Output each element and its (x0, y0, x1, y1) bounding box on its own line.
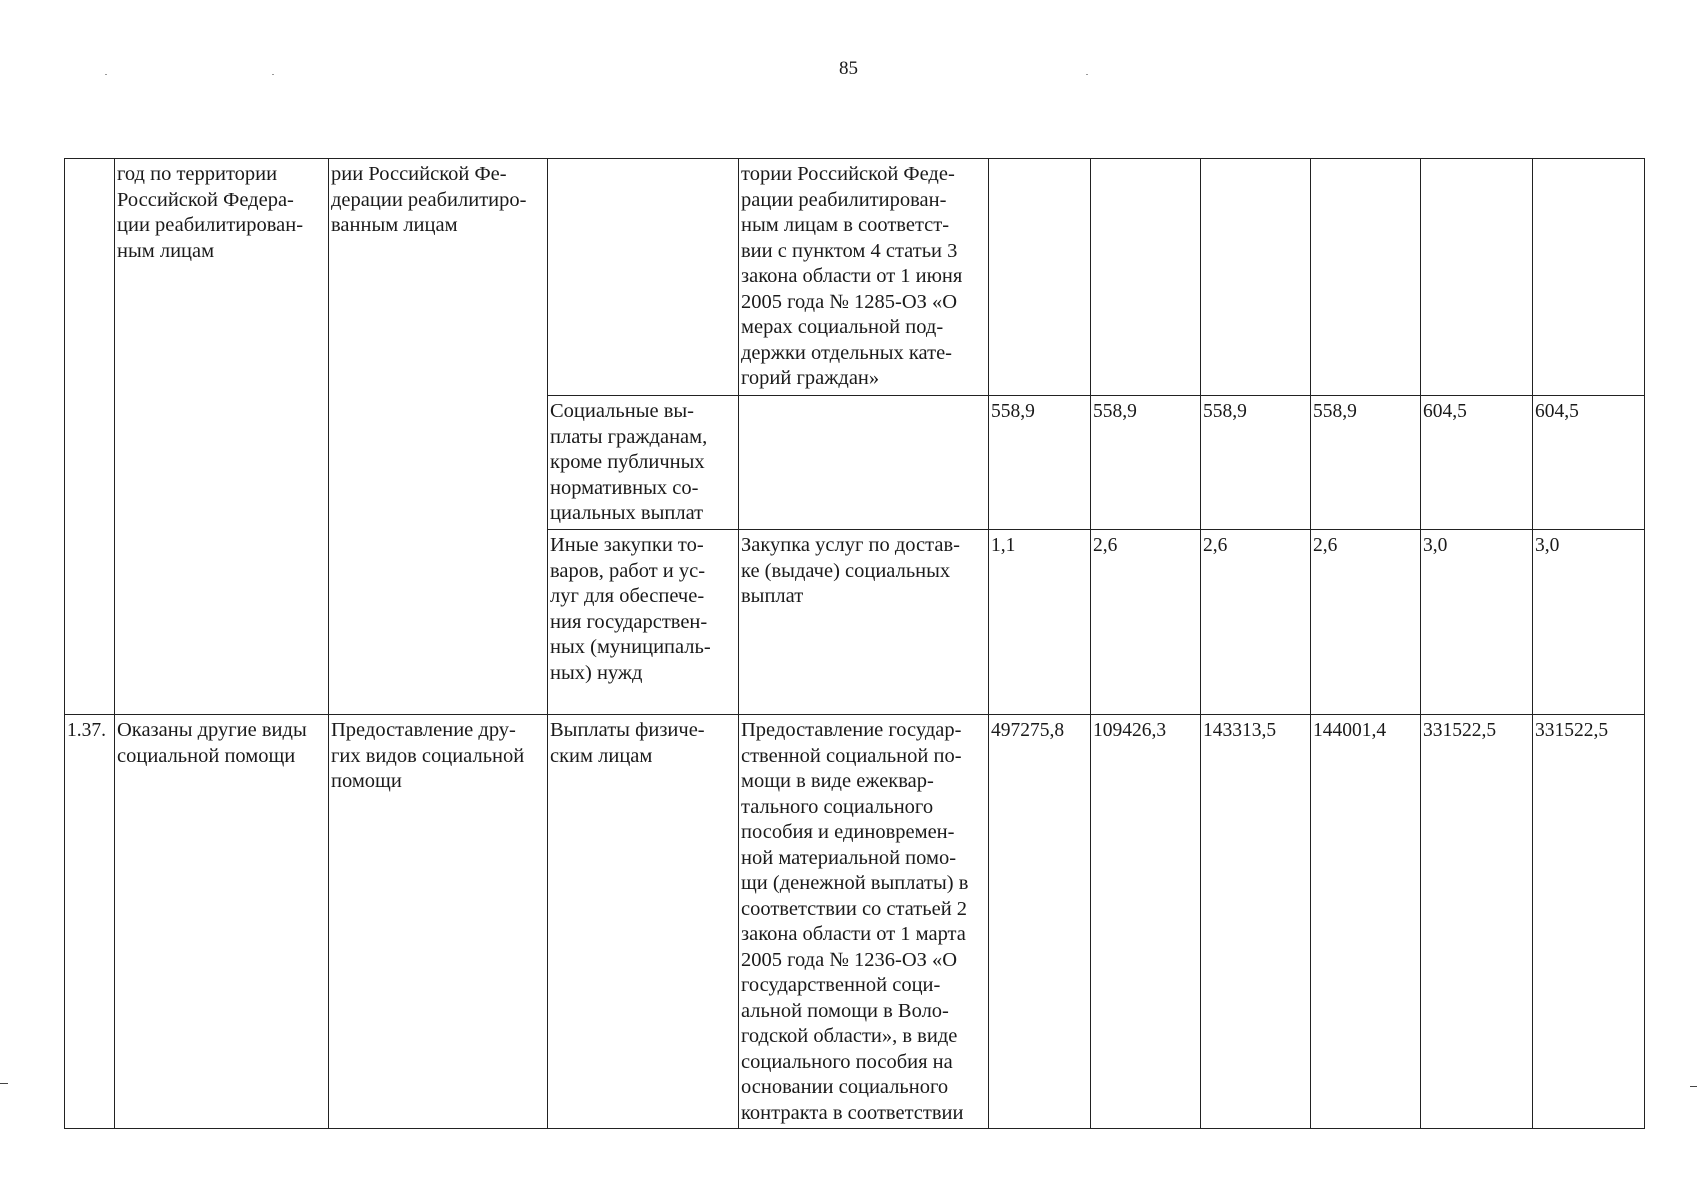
measure-cell (329, 715, 548, 1129)
text-line: циальных выплат (550, 502, 704, 524)
value-cell: 497275,8 (989, 715, 1091, 1129)
text-line: ным лицам в соответст- (741, 214, 950, 236)
value-cell: 144001,4 (1311, 715, 1421, 1129)
text-line: ных) нужд (550, 661, 643, 684)
value-cell (1533, 159, 1645, 396)
value-cell: 3,0 (1533, 530, 1645, 715)
text-line: дерации реабилитиро- (331, 188, 527, 211)
value-cell: 558,9 (1201, 396, 1311, 530)
text-line: Социальные вы- (550, 400, 694, 422)
value-cell: 604,5 (1533, 396, 1645, 530)
value-cell (1201, 159, 1311, 396)
value-cell (989, 159, 1091, 396)
description-cell (739, 396, 989, 530)
expense-type-cell (548, 159, 739, 396)
value-cell: 558,9 (1311, 396, 1421, 530)
budget-table (64, 158, 1645, 1129)
text-line: годской области», в виде (741, 1025, 958, 1047)
scan-mark (0, 1083, 8, 1084)
result-cell (115, 715, 329, 1129)
text-line: Оказаны другие виды (117, 719, 307, 741)
text-line: ных (муниципаль- (550, 636, 711, 658)
text-line: тального социального (741, 795, 934, 818)
text-line: щи (денежной выплаты) в (741, 872, 969, 894)
table-row (65, 715, 1645, 1129)
value-cell (1311, 159, 1421, 396)
value-cell: 109426,3 (1091, 715, 1201, 1129)
value-cell: 2,6 (1091, 530, 1201, 715)
text-line: альной помощи в Воло- (741, 999, 949, 1022)
text-line: мощи в виде ежеквар- (741, 770, 934, 792)
result-cell (115, 159, 329, 715)
description-cell (739, 530, 989, 715)
text-line: 2005 года № 1285-ОЗ «О (741, 290, 958, 313)
page-number: 85 (839, 58, 858, 79)
text-line: закона области от 1 марта (741, 923, 966, 945)
text-line: пособия и единовремен- (741, 821, 955, 843)
text-line: Иные закупки то- (550, 534, 704, 556)
text-line: варов, работ и ус- (550, 559, 706, 582)
text-line: 2005 года № 1236-ОЗ «О (741, 948, 958, 971)
value-cell: 3,0 (1421, 530, 1533, 715)
text-line: выплат (741, 585, 804, 607)
text-line: Российской Федера- (117, 188, 294, 211)
value-cell: 558,9 (1091, 396, 1201, 530)
description-cell (739, 715, 989, 1129)
scan-dot (1086, 74, 1088, 75)
text-line: горий граждан» (741, 367, 880, 389)
text-line: контракта в соответствии (741, 1101, 964, 1124)
text-line: мерах социальной под- (741, 316, 944, 338)
value-cell: 558,9 (989, 396, 1091, 530)
value-cell: 2,6 (1201, 530, 1311, 715)
text-line: помощи (331, 770, 402, 792)
scan-dot (272, 74, 274, 75)
text-line: ским лицам (550, 744, 653, 767)
scan-mark (1690, 1086, 1697, 1087)
value-cell: 331522,5 (1421, 715, 1533, 1129)
value-cell: 1,1 (989, 530, 1091, 715)
text-line: год по территории (117, 163, 278, 185)
text-line: тории Российской Феде- (741, 163, 955, 185)
text-line: Выплаты физиче- (550, 719, 705, 741)
text-line: вии с пунктом 4 статьи 3 (741, 239, 958, 262)
value-cell: 604,5 (1421, 396, 1533, 530)
text-line: ке (выдаче) социальных (741, 559, 951, 582)
text-line: Закупка услуг по достав- (741, 534, 960, 556)
row-number-cell: 1.37. (65, 715, 115, 1129)
text-line: гих видов социальной (331, 744, 525, 767)
value-cell: 2,6 (1311, 530, 1421, 715)
value-cell (1421, 159, 1533, 396)
text-line: рации реабилитирован- (741, 188, 947, 211)
value-cell (1091, 159, 1201, 396)
text-line: рии Российской Фе- (331, 163, 507, 185)
expense-type-cell (548, 530, 739, 715)
text-line: ственной социальной по- (741, 744, 962, 767)
expense-type-cell (548, 396, 739, 530)
text-line: Предоставление дру- (331, 719, 516, 741)
measure-cell (329, 159, 548, 715)
text-line: ной материальной помо- (741, 846, 957, 869)
text-line: закона области от 1 июня (741, 265, 963, 287)
text-line: ванным лицам (331, 214, 458, 236)
text-line: держки отдельных кате- (741, 341, 952, 364)
scan-dot (105, 74, 107, 75)
row-number-cell (65, 159, 115, 715)
text-line: Предоставление государ- (741, 719, 962, 741)
text-line: ния государствен- (550, 610, 708, 633)
table-row (65, 159, 1645, 396)
text-line: платы гражданам, (550, 425, 708, 448)
text-line: социальной помощи (117, 744, 296, 767)
description-cell (739, 159, 989, 396)
value-cell: 331522,5 (1533, 715, 1645, 1129)
text-line: кроме публичных (550, 451, 705, 473)
text-line: государственной соци- (741, 974, 941, 996)
text-line: ным лицам (117, 239, 215, 262)
text-line: луг для обеспече- (550, 585, 705, 607)
text-line: социального пособия на (741, 1050, 953, 1073)
text-line: нормативных со- (550, 476, 699, 499)
text-line: соответствии со статьей 2 (741, 897, 968, 920)
value-cell: 143313,5 (1201, 715, 1311, 1129)
text-line: ции реабилитирован- (117, 214, 304, 236)
text-line: основании социального (741, 1076, 949, 1098)
expense-type-cell (548, 715, 739, 1129)
